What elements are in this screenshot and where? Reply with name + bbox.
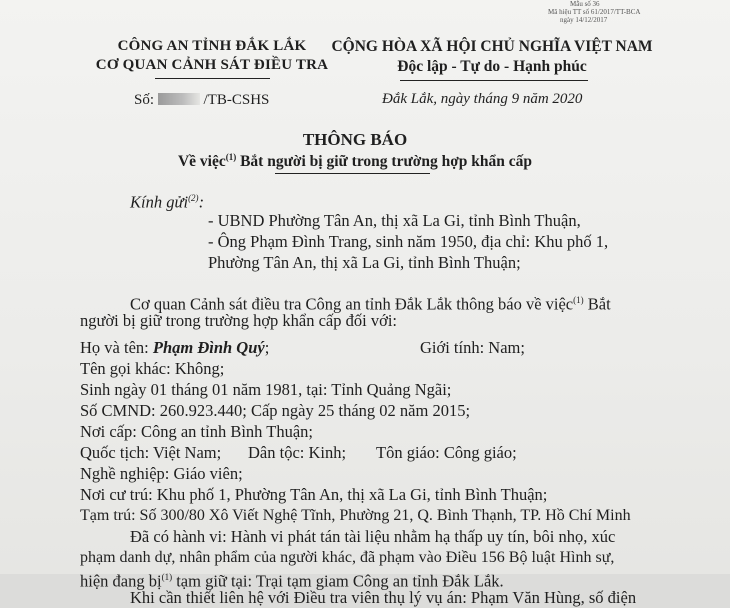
doc-number-suffix: /TB-CSHS: [203, 92, 270, 108]
recipients-label: Kính gửi$^{(2)}$:: [130, 192, 205, 212]
nation-heading: CỘNG HÒA XÃ HỘI CHỦ NGHĨA VIỆT NAM: [331, 38, 653, 55]
person-residence: Nơi cư trú: Khu phố 1, Phường Tân An, thị xã La Gi, tỉnh Bình Thuận;: [80, 485, 548, 504]
subject-prefix: Về việc: [177, 153, 226, 171]
doc-number-prefix: Số:: [134, 92, 155, 108]
subject-text: Bắt người bị giữ trong trường hợp khẩn cấp: [240, 153, 533, 171]
recipients-label-text: Kính gửi: [130, 192, 189, 212]
place-date: Đắk Lắk, ngày tháng 9 năm 2020: [382, 91, 583, 107]
recipients-note-mark: (2): [188, 193, 199, 203]
intro-text: Cơ quan Cảnh sát điều tra Công an tỉnh Đắk Lắk thông báo về việc: [130, 294, 574, 314]
person-birth: Sinh ngày 01 tháng 01 năm 1981, tại: Tỉnh Quảng Ngãi;: [80, 380, 452, 399]
person-gender: Giới tính: Nam;: [420, 338, 525, 357]
document-subject: [155, 152, 555, 171]
doc-number: [134, 92, 269, 109]
person-nationality: Quốc tịch: Việt Nam;: [80, 443, 222, 462]
recipient-2b: Phường Tân An, thị xã La Gi, tỉnh Bình Thuận;: [208, 253, 521, 272]
subject-note-mark: (1): [225, 152, 237, 162]
form-note-line2: Mã hiệu TT số 61/2017/TT-BCA: [548, 8, 641, 16]
person-alias: Tên gọi khác: Không;: [80, 359, 225, 378]
name-end: ;: [264, 338, 270, 357]
form-note-line1: Mẫu số 36: [570, 0, 600, 8]
form-note-line3: ngày 14/12/2017: [560, 16, 608, 24]
act-line2: phạm danh dự, nhân phẩm của người khác, đã phạm vào Điều 156 Bộ luật Hình sự,: [80, 549, 615, 566]
subject-underline: [275, 173, 430, 174]
person-id-issued: Nơi cấp: Công an tỉnh Bình Thuận;: [80, 422, 313, 441]
intro-line2: người bị giữ trong trường hợp khẩn cấp đối với:: [80, 311, 397, 330]
agency-underline: [155, 78, 270, 79]
agency-line2: CƠ QUAN CẢNH SÁT ĐIỀU TRA: [95, 57, 329, 73]
person-name-line: [80, 338, 269, 358]
recipient-2a: - Ông Phạm Đình Trang, sinh năm 1950, địa chỉ: Khu phố 1,: [208, 232, 609, 251]
agency-line1: CÔNG AN TỈNH ĐẮK LẮK: [117, 38, 307, 54]
person-temp-address: Tạm trú: Số 300/80 Xô Viết Nghệ Tĩnh, Phường 21, Q. Bình Thạnh, TP. Hồ Chí Minh: [80, 507, 631, 524]
recipient-1: - UBND Phường Tân An, thị xã La Gi, tỉnh Bình Thuận,: [208, 211, 581, 230]
act-line3-end: tạm giữ tại: Trại tạm giam Công an tỉnh Đắk Lắk.: [176, 571, 504, 591]
form-note: [548, 0, 640, 24]
person-job: Nghề nghiệp: Giáo viên;: [80, 464, 243, 483]
motto: Độc lập - Tự do - Hạnh phúc: [397, 58, 587, 75]
person-ethnicity: Dân tộc: Kinh;: [248, 443, 347, 462]
name-label: Họ và tên:: [80, 338, 149, 357]
person-religion: Tôn giáo: Công giáo;: [376, 443, 517, 462]
person-name: Phạm Đình Quý: [152, 338, 265, 357]
intro-end: Bắt: [587, 294, 611, 314]
motto-underline: [400, 80, 588, 81]
intro-note-mark: (1): [573, 295, 584, 305]
act-line4: Khi cần thiết liên hệ với Điều tra viên thụ lý vụ án: Phạm Văn Hùng, số điện: [130, 588, 637, 607]
act-line3-start: hiện đang bị: [80, 571, 162, 591]
act-line1: Đã có hành vi: Hành vi phát tán tài liệu nhằm hạ thấp uy tín, bôi nhọ, xúc: [130, 527, 616, 546]
handwritten-number-mark: [158, 93, 200, 105]
person-id: Số CMND: 260.923.440; Cấp ngày 25 tháng 02 năm 2015;: [80, 401, 471, 420]
act-note-mark: (1): [161, 572, 173, 582]
document-title: THÔNG BÁO: [302, 130, 408, 149]
